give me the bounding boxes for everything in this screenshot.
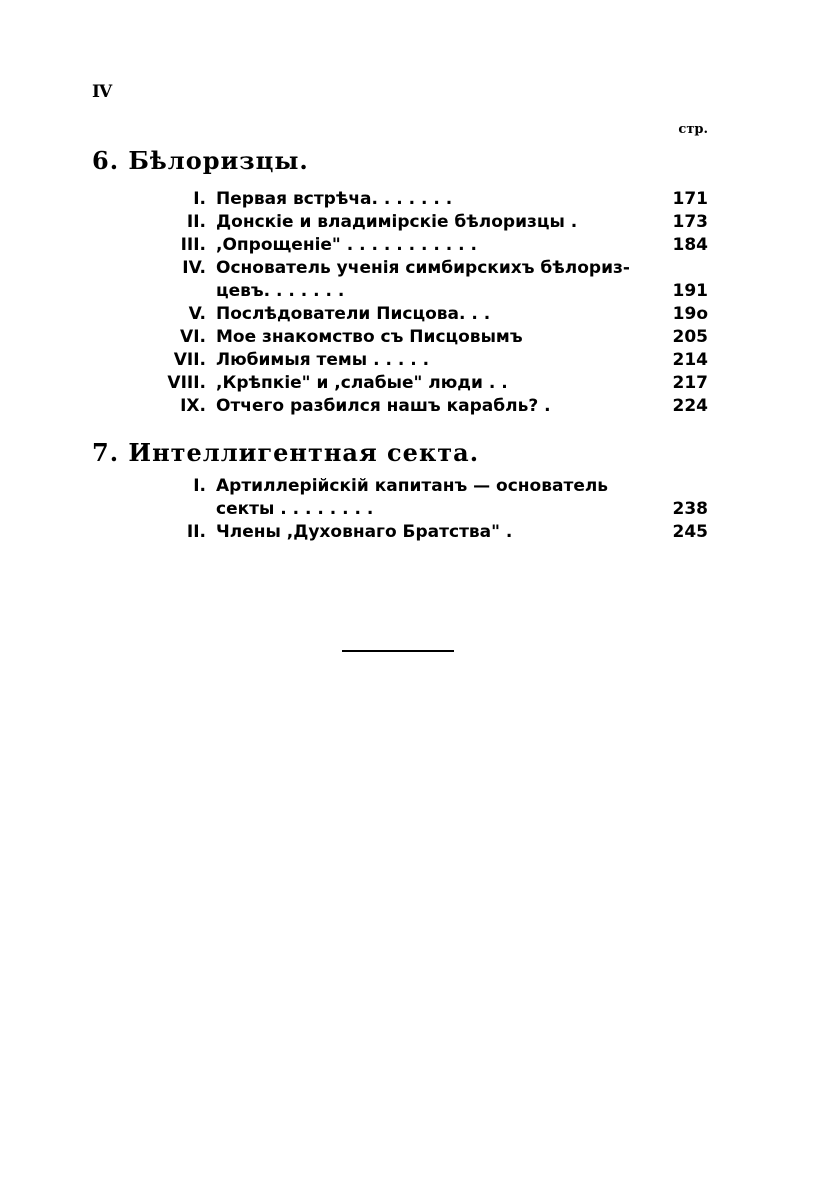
entry-page: 205: [672, 327, 708, 347]
entry-title-line: Члены ,Духовнаго Братства" .: [216, 522, 513, 542]
entry-title: [216, 257, 664, 303]
entry-number: IX.: [180, 396, 206, 416]
toc-entry: [140, 326, 708, 349]
entry-number: II.: [186, 212, 206, 232]
entry-title-line: ,Крѣпкіе" и ,слабые" люди . .: [216, 373, 508, 393]
toc-entry: [140, 211, 708, 234]
section-heading: 7. Интеллигентная секта.: [92, 438, 480, 467]
entry-title-line: Отчего разбился нашъ карабль? .: [216, 396, 551, 416]
entry-number: VII.: [173, 350, 206, 370]
entry-title: [216, 303, 664, 326]
entry-title: [216, 326, 664, 349]
entry-title-line: Послѣдователи Писцова. . .: [216, 304, 491, 324]
entry-title: [216, 188, 664, 211]
entry-number: V.: [188, 304, 206, 324]
entry-title-line: Первая встрѣча. . . . . . .: [216, 189, 453, 209]
entry-page: 19о: [672, 304, 708, 324]
entry-number: VI.: [180, 327, 206, 347]
entry-page: 171: [672, 189, 708, 209]
entry-page: 224: [672, 396, 708, 416]
toc-entry: [140, 475, 708, 521]
toc-entry: [140, 349, 708, 372]
toc-entry: [140, 234, 708, 257]
entry-number: III.: [180, 235, 206, 255]
entry-number: IV.: [182, 258, 206, 278]
entry-title-line: Мое знакомство съ Писцовымъ: [216, 327, 523, 347]
entry-title-line: Донскіе и владимірскіе бѣлоризцы .: [216, 212, 578, 232]
entry-page: 245: [672, 522, 708, 542]
entry-title: [216, 372, 664, 395]
toc-entry: [140, 257, 708, 303]
entry-title-line: Артиллерійскій капитанъ — основатель: [216, 476, 609, 496]
entry-title-line: Любимыя темы . . . . .: [216, 350, 430, 370]
entry-title: [216, 395, 664, 418]
section-entries: [140, 475, 708, 544]
entry-title-line: секты . . . . . . . .: [216, 499, 374, 519]
page-column-label: стр.: [678, 122, 708, 137]
section-entries: [140, 188, 708, 418]
toc-entry: [140, 188, 708, 211]
entry-title: [216, 475, 664, 521]
entry-page: 173: [672, 212, 708, 232]
divider: [342, 650, 454, 652]
entry-number: I.: [193, 189, 206, 209]
page-number: IV: [92, 82, 112, 102]
entry-title: [216, 211, 664, 234]
entry-title-line: Основатель ученія симбирскихъ бѣлориз-: [216, 258, 630, 278]
toc-entry: [140, 303, 708, 326]
entry-title: [216, 521, 664, 544]
entry-title-line: цевъ. . . . . . .: [216, 281, 345, 301]
toc-entry: [140, 372, 708, 395]
entry-title: [216, 234, 664, 257]
entry-page: 191: [672, 281, 708, 301]
entry-page: 214: [672, 350, 708, 370]
entry-number: II.: [186, 522, 206, 542]
entry-number: VIII.: [167, 373, 206, 393]
entry-page: 184: [672, 235, 708, 255]
entry-title: [216, 349, 664, 372]
entry-page: 238: [672, 499, 708, 519]
entry-title-line: ,Опрощеніе" . . . . . . . . . . .: [216, 235, 477, 255]
section-heading: 6. Бѣлоризцы.: [92, 146, 309, 175]
entry-page: 217: [672, 373, 708, 393]
toc-entry: [140, 521, 708, 544]
toc-entry: [140, 395, 708, 418]
entry-number: I.: [193, 476, 206, 496]
